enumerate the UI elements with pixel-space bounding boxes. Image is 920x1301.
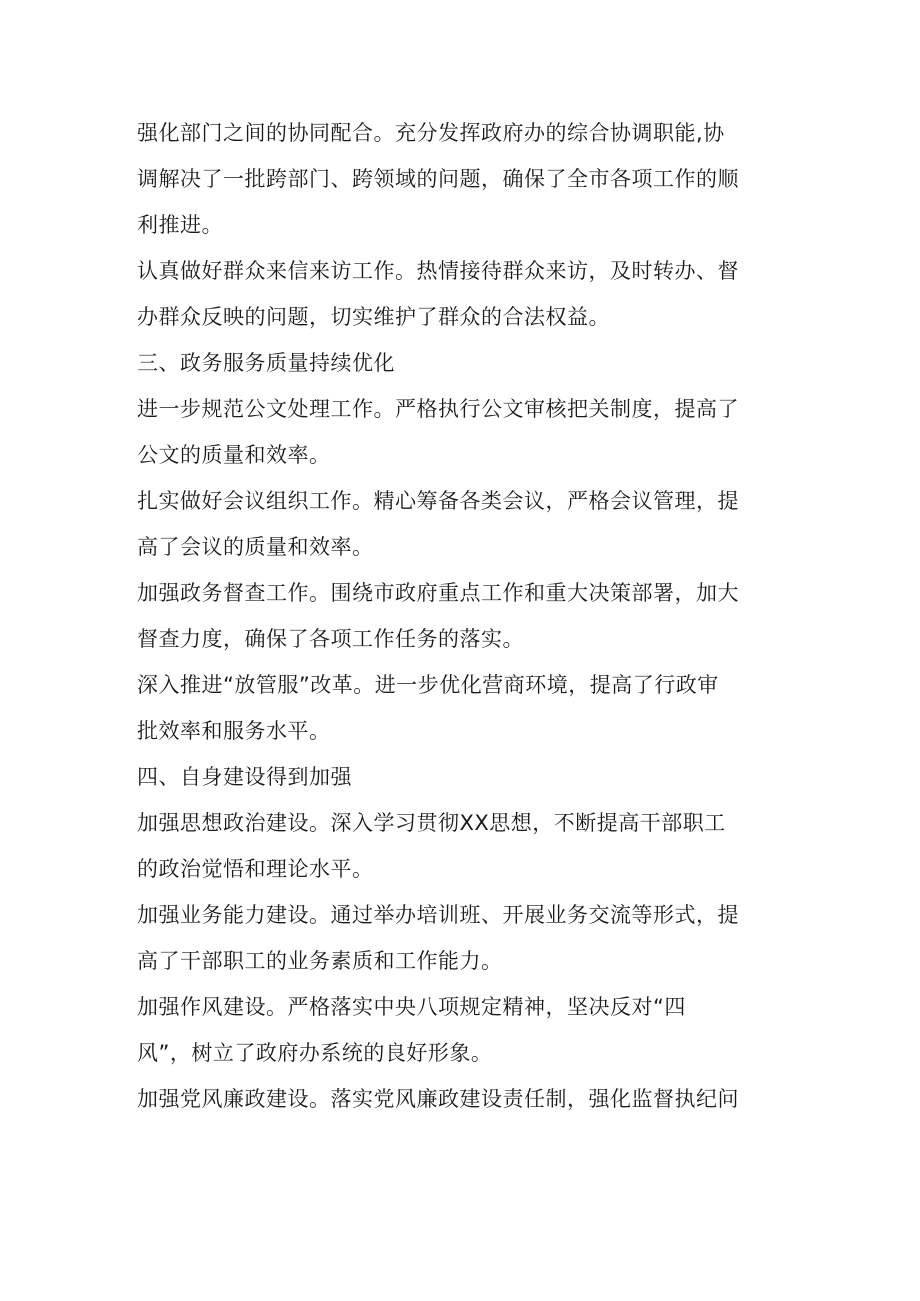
text-line: 加强业务能力建设。通过举办培训班、开展业务交流等形式，提 <box>137 903 739 927</box>
text-line: 督查力度，确保了各项工作任务的落实。 <box>137 627 524 651</box>
section-heading: 四、自身建设得到加强 <box>137 765 352 789</box>
text-line: 认真做好群众来信来访工作。热情接待群众来访，及时转办、督 <box>137 259 739 283</box>
text-line: 深入推进“放管服”改革。进一步优化营商环境，提高了行政审 <box>137 673 719 697</box>
text-line: 批效率和服务水平。 <box>137 719 331 743</box>
text-line: 加强政务督查工作。围绕市政府重点工作和重大决策部署，加大 <box>137 581 739 605</box>
text-line: 高了会议的质量和效率。 <box>137 535 374 559</box>
text-line: 强化部门之间的协同配合。充分发挥政府办的综合协调职能,协 <box>137 121 725 145</box>
section-heading: 三、政务服务质量持续优化 <box>137 351 395 375</box>
text-line: 加强作风建设。严格落实中央八项规定精神，坚决反对“四 <box>137 995 686 1019</box>
text-line: 加强思想政治建设。深入学习贯彻XX思想，不断提高干部职工 <box>137 811 726 835</box>
text-line: 调解决了一批跨部门、跨领域的问题，确保了全市各项工作的顺 <box>137 167 739 191</box>
text-line: 利推进。 <box>137 213 223 237</box>
text-line: 公文的质量和效率。 <box>137 443 331 467</box>
text-line: 扎实做好会议组织工作。精心筹备各类会议，严格会议管理，提 <box>137 489 739 513</box>
document-body <box>137 110 787 1122</box>
text-line: 高了干部职工的业务素质和工作能力。 <box>137 949 503 973</box>
text-line: 风”，树立了政府办系统的良好形象。 <box>137 1041 493 1065</box>
text-line: 加强党风廉政建设。落实党风廉政建设责任制，强化监督执纪问 <box>137 1087 739 1111</box>
text-line: 进一步规范公文处理工作。严格执行公文审核把关制度，提高了 <box>137 397 739 421</box>
text-line: 的政治觉悟和理论水平。 <box>137 857 374 881</box>
text-line: 办群众反映的问题，切实维护了群众的合法权益。 <box>137 305 610 329</box>
